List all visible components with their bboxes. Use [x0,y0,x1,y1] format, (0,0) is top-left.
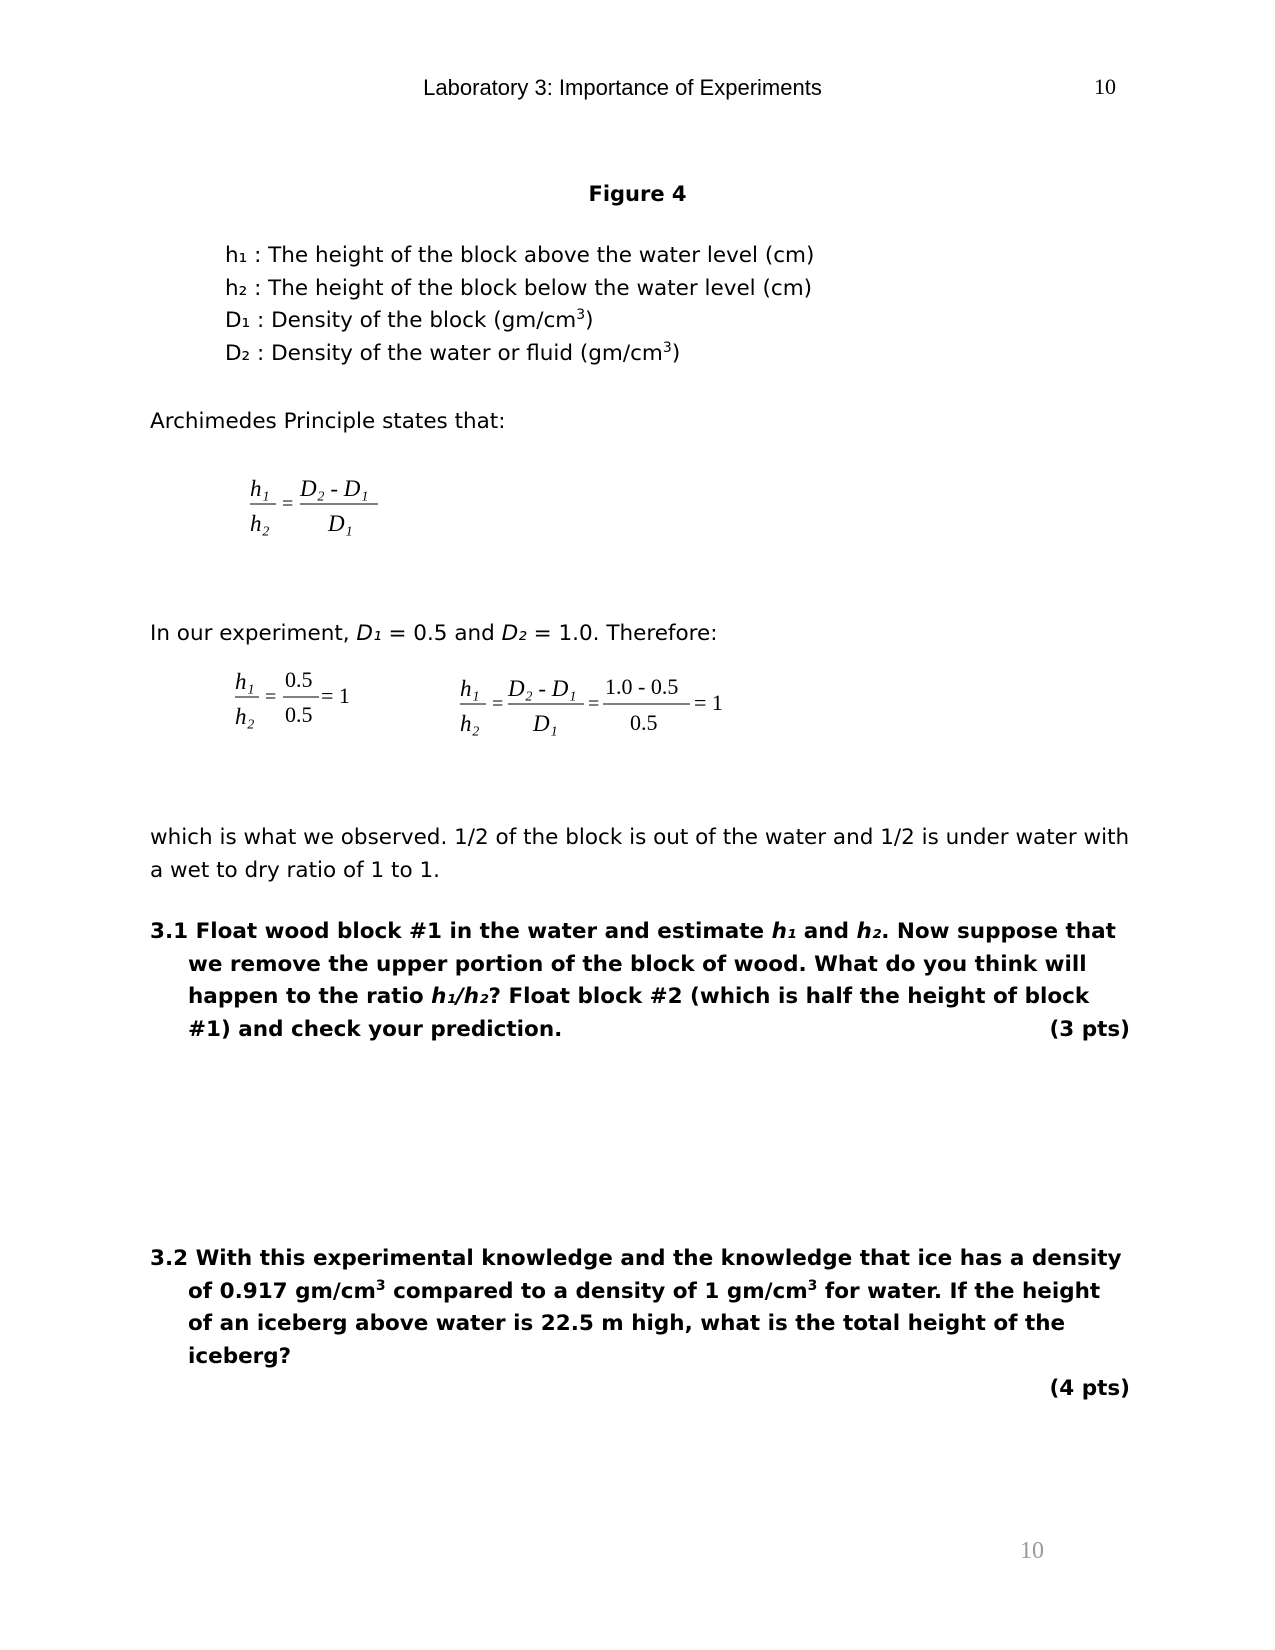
eq3-numeric-denominator: 0.5 [630,710,658,735]
definition-h1: h₁ : The height of the block above the water level (cm) [225,243,815,268]
definition-d2: D₂ : Density of the water or fluid $(gm/cm^3)$ [225,339,681,366]
archimedes-statement: Archimedes Principle states that: [150,409,506,434]
eq2-denominator: 0.5 [285,702,313,727]
eq1-equals: = [282,493,294,515]
question-3-2-text: 3.2 With this experimental knowledge and the knowledge that ice has a density of 0.917 $gm/cm^3$ compared to a density of 1 $gm/cm^3$ for water. If the height of an iceberg above water is 22.5 m high, what is the total height of the iceberg? [150,1246,1122,1369]
eq3-equals-1: = [492,693,504,715]
eq3-equals-2: = [588,693,600,715]
page-header-title: Laboratory 3: Importance of Experiments [423,75,822,100]
eq1-h2: h₂ [250,511,270,536]
eq3-result: = 1 [694,690,723,715]
variable-definitions [225,240,814,370]
definition-h2: h₂ : The height of the block below the water level (cm) [225,275,813,301]
experiment-values: In our experiment, D₁ = 0.5 and D₂ = 1.0. Therefore: [150,621,718,646]
eq2-result: = 1 [321,683,350,708]
eq1-denominator: D₁ [328,511,353,536]
page-number-top: 10 [1094,74,1116,99]
eq3-numerator: D₂ - D₁ [508,676,577,701]
eq3-h2: h₂ [460,711,480,736]
question-3-1-points: (3 pts) [1049,1016,1130,1042]
page-number-bottom: 10 [1020,1538,1044,1564]
eq1-numerator: D₂ - D₁ [300,476,369,501]
eq1-h1: h₁ [250,476,270,501]
observation-paragraph: which is what we observed. 1/2 of the block is out of the water and 1/2 is under water with a wet to dry ratio of 1 to 1. [150,825,1130,883]
definition-d1: D₁ : Density of the block $(gm/cm^3)$ [225,306,594,333]
figure-title: Figure 4 [588,182,687,206]
eq3-numeric-numerator: 1.0 - 0.5 [605,674,679,699]
eq2-h1: h₁ [235,669,255,694]
question-3-2 [150,1243,1130,1406]
ratio-equation-symbolic [458,674,758,744]
eq2-equals: = [265,686,277,708]
archimedes-equation [248,474,398,544]
ratio-equation-numeric [233,667,373,737]
question-3-1-text: 3.1 Float wood block #1 in the water and estimate h₁ and h₂. Now suppose that we remove the upper portion of the block of wood. What do you think will happen to the ratio h₁/h₂? Float block #2 (which is half the height of block #1) and check your prediction. [150,919,1116,1042]
eq3-h1: h₁ [460,676,480,701]
eq2-numerator: 0.5 [285,667,313,692]
eq3-denominator: D₁ [533,711,558,736]
question-3-2-points: (4 pts) [1049,1376,1130,1401]
eq2-h2: h₂ [235,704,255,729]
question-3-1 [150,916,1130,1046]
